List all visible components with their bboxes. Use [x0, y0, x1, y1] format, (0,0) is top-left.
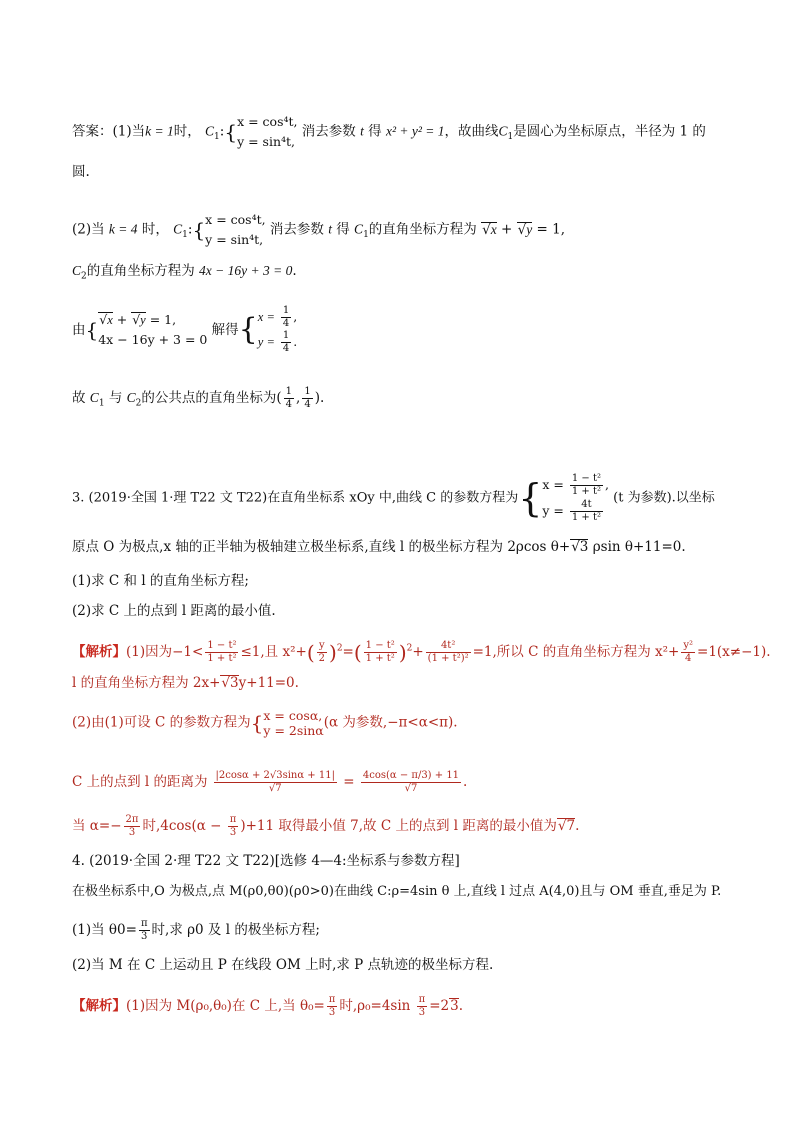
x-eq: x = — [257, 310, 275, 324]
eliminate-text-2: 消去参数 — [269, 221, 324, 238]
p3-dist-den1: √7 — [268, 783, 282, 794]
sys3-line1-tail: = 1, — [149, 312, 177, 327]
p3-sol1-a: (1)因为−1< — [126, 644, 204, 660]
sys1-line2: y = sin⁴t, — [237, 134, 296, 149]
p4-sol-num1: π — [328, 994, 336, 1005]
sqrt7-symbol: √7 — [557, 818, 576, 834]
p3-q1: (1)求 C 和 l 的直角坐标方程; — [72, 573, 249, 589]
p3-min-pi-den: 3 — [229, 827, 237, 838]
p3-min-c: )+11 取得最小值 7,故 C 上的点到 l 距离的最小值为 — [240, 818, 557, 834]
p4-q1-b: 时,求 ρ0 及 l 的极坐标方程; — [151, 922, 320, 938]
p4-sol-num2: π — [418, 994, 426, 1005]
x-den: 4 — [282, 318, 290, 329]
p3-sq-den: 1 + t² — [365, 653, 395, 664]
answer-solve-line — [72, 305, 297, 355]
p4-sol-b: 时,ρ₀=4sin — [339, 998, 411, 1014]
p3-param-note: (t 为参数).以坐标 — [613, 490, 715, 506]
problem3-q1 — [72, 572, 249, 590]
c1-label-4: C — [354, 221, 364, 237]
solve-text: 解得 — [211, 322, 239, 338]
answer-prefix: 答案：(1)当 — [72, 123, 146, 140]
sys1-line1: x = cos⁴t, — [237, 114, 298, 129]
y-den: 4 — [282, 343, 290, 354]
get-text: 得 — [368, 123, 382, 140]
p3-sol-sys1: x = cosα, — [263, 708, 323, 723]
problem4-line1 — [72, 883, 721, 901]
part2-prefix: (2)当 — [72, 221, 105, 238]
p3-sq-num: 1 − t² — [365, 640, 395, 651]
c2-line-text: 的直角坐标方程为 — [86, 263, 195, 279]
problem3-line2 — [72, 538, 686, 556]
circle-tail: 圆. — [72, 164, 90, 180]
k-value-4: k = 4 — [108, 221, 138, 237]
solution-x: x = $\frac{1}{4}$ , — [257, 305, 298, 329]
p3-sol1-b: ≤1,且 x²+ — [240, 644, 307, 660]
p3-min-num: 2π — [125, 814, 139, 825]
problem3-solution-1b — [72, 674, 299, 692]
pt-x-den: 4 — [285, 399, 293, 410]
problem3-solution-2 — [72, 708, 458, 738]
sqrt-x: √x — [482, 221, 497, 238]
solution-y: y = $\frac{1}{4}$ . — [257, 330, 298, 354]
solution-system — [258, 305, 297, 355]
pt-y-den: 4 — [304, 399, 311, 410]
p3-sol1-line2-b: y+11=0. — [238, 675, 299, 691]
p3-dist-num2: 4cos(α − π/3) + 11 — [362, 770, 460, 781]
p3-4t2-den: (1 + t²)² — [427, 653, 469, 664]
when-text-2: 时， — [141, 221, 169, 238]
rect-text: 的直角坐标方程为 — [368, 221, 477, 238]
p3-sol2-b: (α 为参数,−π<α<π). — [323, 714, 458, 731]
sqrt-y: √y — [517, 221, 533, 238]
p4-q1-a: (1)当 θ0= — [72, 922, 137, 938]
conclude-text-1: ，故曲线 — [444, 123, 499, 140]
c1-subscript-5: 1 — [98, 398, 105, 409]
answer-c2-line: $C_2$的直角坐标方程为 4x − 16y + 3 = 0. — [72, 263, 297, 282]
conclusion-d: ). — [314, 390, 325, 406]
c1-subscript-2: 1 — [507, 132, 514, 143]
sys2-line1: x = cos⁴t, — [205, 212, 266, 227]
p4-sol-den2: 3 — [418, 1007, 426, 1018]
conclusion-b: 与 — [108, 390, 123, 406]
conclusion-c: 的公共点的直角坐标为( — [141, 390, 282, 406]
pt-x-num: 1 — [285, 386, 293, 397]
p4-sol-c: =2 — [429, 998, 450, 1014]
c1-subscript: 1 — [214, 132, 220, 143]
rect-eq-tail: = 1 — [536, 221, 561, 238]
from-text: 由 — [72, 322, 86, 338]
solve-system — [98, 310, 207, 350]
p4-header: 4. (2019·全国 2·理 T22 文 T22)[选修 4—4:坐标系与参数方程] — [72, 853, 460, 869]
left-brace-3: { — [85, 318, 99, 342]
p3-y-num: 4t — [570, 499, 603, 512]
p4-solution-tag: 【解析】 — [72, 998, 126, 1014]
p3-sol2-a: (2)由(1)可设 C 的参数方程为 — [72, 714, 251, 731]
left-brace-p3s: { — [250, 711, 264, 735]
sys2-line2: y = sin⁴t, — [205, 232, 264, 247]
p3-header-text: 3. (2019·全国 1·理 T22 文 T22)在直角坐标系 xOy 中,曲线 C 的参数方程为 — [72, 490, 519, 506]
p3-sol1-c: = — [342, 644, 354, 660]
c2-equation: 4x − 16y + 3 = 0 — [199, 263, 293, 278]
p4-q1-num: π — [140, 918, 148, 929]
p3-y-den: 1 + t² — [571, 512, 602, 523]
x-num: 1 — [282, 305, 290, 316]
conclusion-a: 故 — [72, 390, 86, 406]
p3-y2-num: y² — [683, 640, 694, 651]
p3-min-d: . — [575, 818, 580, 834]
p3-solution-tag: 【解析】 — [72, 644, 126, 660]
sqrt3-symbol-2: √3 — [221, 675, 239, 691]
problem4-q1 — [72, 918, 320, 943]
answer-part2-line: (2)当 k = 4 时， $C_1$:{ x = cos⁴t, y = sin⁴t, 消去参数 t 得 $C_1$的直角坐标方程为 √x + √y = 1, — [72, 210, 565, 250]
y-num: 1 — [282, 330, 290, 341]
conclude-text-2: 是圆心为坐标原点，半径为 1 的 — [513, 123, 706, 140]
p3-min-a: 当 α=− — [72, 818, 122, 834]
left-brace-p3: { — [518, 476, 543, 520]
p3-sol-system — [263, 708, 323, 738]
when-text: 时， — [173, 123, 201, 140]
c1-subscript-4: 1 — [363, 230, 369, 241]
circle-equation: x² + y² = 1 — [385, 123, 445, 139]
c1-label-3: C — [173, 221, 183, 237]
p3-x-num: 1 − t² — [571, 473, 602, 484]
p3-sol1-f: =1(x≠−1). — [697, 644, 771, 660]
p3-dist-num1: |2cosα + 2√3sinα + 11| — [215, 770, 335, 781]
p3-sol-sys2: y = 2sinα — [263, 723, 324, 738]
c2-label: C — [72, 263, 82, 278]
sqrt3-symbol: √3 — [571, 539, 589, 555]
problem3-header — [72, 472, 715, 524]
problem4-q2 — [72, 956, 493, 974]
left-brace-2: { — [192, 218, 206, 242]
get-text-2: 得 — [336, 221, 350, 238]
solve-sys-line2: 4x − 16y + 3 = 0 — [98, 332, 208, 347]
p4-sol-den1: 3 — [328, 1007, 336, 1018]
p3-param-system — [542, 472, 609, 524]
p3-min-den: 3 — [128, 827, 136, 838]
c1-label-5: C — [89, 390, 99, 405]
plus-sign: + — [501, 221, 513, 238]
p3-sol-frac-den: 1 + t² — [207, 653, 237, 664]
p4-sol-d: . — [458, 998, 464, 1014]
p3-y-line: y = $\frac{4t}{\text{1 + t²}}$ — [542, 499, 602, 523]
p3-line2: 原点 O 为极点,x 轴的正半轴为极轴建立极坐标系,直线 l 的极坐标方程为 2ρcos θ+ — [72, 539, 571, 555]
answer-line-2 — [72, 163, 90, 181]
c1-label: C — [205, 123, 215, 139]
p3-min-pi-num: π — [229, 814, 237, 825]
p4-q2: (2)当 M 在 C 上运动且 P 在线段 OM 上时,求 P 点轨迹的极坐标方程. — [72, 957, 494, 973]
problem3-solution-1: 【解析】(1)因为−1< $\frac{\text{1 − t²}}{\text{1 + t²}}$ ≤1,且 x²+( $\frac{y}{2}$ )$^2$=( $\frac{\text{1 − t²}}{\text{1 + t²}}$ )$^2$+ $\frac{\text{4t²}}{\text{(1 + t²)²}}$ =1,所以 C 的直角坐标方程为 x²+ $\frac{\text{y²}}{4}$ =1(x≠−1). — [72, 640, 771, 665]
problem3-distance: C 上的点到 l 的距离为 $\frac{|2\cos\alpha + 2√3\sin\alpha + 11|}{√7}$ = $\frac{4\cos(\alpha - \pi/3) + 11}{√7}$ . — [72, 770, 468, 794]
t-variable: t — [360, 123, 364, 139]
problem4-header — [72, 852, 460, 870]
y-eq: y = — [257, 335, 275, 349]
p3-y-half-den: 2 — [318, 653, 325, 664]
c2-label-2: C — [126, 390, 136, 405]
p3-sol1-line2-a: l 的直角坐标方程为 2x+ — [72, 675, 221, 691]
problem4-solution — [72, 994, 463, 1019]
solve-sys-line1: √x + √y = 1, — [99, 312, 177, 327]
p3-dist-a: C 上的点到 l 的距离为 — [72, 774, 208, 790]
p3-line2-tail: ρsin θ+11=0. — [592, 539, 686, 555]
p3-sol-frac-num: 1 − t² — [207, 640, 237, 651]
p4-line1: 在极坐标系中,O 为极点,点 M(ρ0,θ0)(ρ0>0)在曲线 C:ρ=4sin θ 上,直线 l 过点 A(4,0)且与 OM 垂直,垂足为 P. — [72, 884, 722, 899]
k-value-1: k = 1 — [145, 123, 174, 139]
p3-x-den: 1 + t² — [571, 486, 602, 497]
answer-conclusion: 故 $C_1$ 与 $C_2$的公共点的直角坐标为( $\frac{1}{4}$ , $\frac{1}{4}$ ). — [72, 386, 325, 410]
param-system-2 — [205, 210, 265, 250]
problem3-q2 — [72, 602, 276, 620]
p3-sol1-e: =1,所以 C 的直角坐标方程为 x²+ — [472, 644, 680, 660]
p3-y-half-num: y — [317, 640, 327, 653]
c1-label-2: C — [498, 123, 508, 139]
p3-4t2-num: 4t² — [426, 640, 471, 653]
left-brace: { — [224, 120, 238, 144]
p3-dist-den2: √7 — [404, 783, 418, 794]
sqrt3-symbol-3: 3 — [450, 998, 459, 1014]
p4-sol-a: (1)因为 M(ρ₀,θ₀)在 C 上,当 θ₀= — [126, 998, 325, 1014]
p3-q2: (2)求 C 上的点到 l 距离的最小值. — [72, 603, 276, 619]
p3-min-b: 时,4cos(α − — [142, 818, 226, 834]
c2-subscript-2: 2 — [135, 398, 142, 409]
p4-q1-den: 3 — [141, 931, 148, 942]
p3-x-line: x = $\frac{\text{1 − t²}}{\text{1 + t²}}$ , — [542, 473, 609, 497]
t-variable-2: t — [328, 221, 332, 237]
problem3-min — [72, 814, 579, 839]
pt-y-num: 1 — [304, 386, 311, 397]
eliminate-text: 消去参数 — [301, 123, 356, 140]
answer-line-1: 答案：(1)当k = 1时， $C_1$:{ x = cos⁴t, y = sin⁴t, 消去参数 t 得 x² + y² = 1，故曲线$C_1$是圆心为坐标原点，半径为 1 的 — [72, 112, 706, 152]
p3-y2-den: 4 — [684, 653, 692, 664]
param-system-1 — [237, 112, 297, 152]
c2-subscript: 2 — [81, 271, 87, 282]
p3-sol1-d: + — [412, 644, 424, 660]
left-brace-4: { — [238, 312, 258, 347]
c1-subscript-3: 1 — [182, 230, 188, 241]
